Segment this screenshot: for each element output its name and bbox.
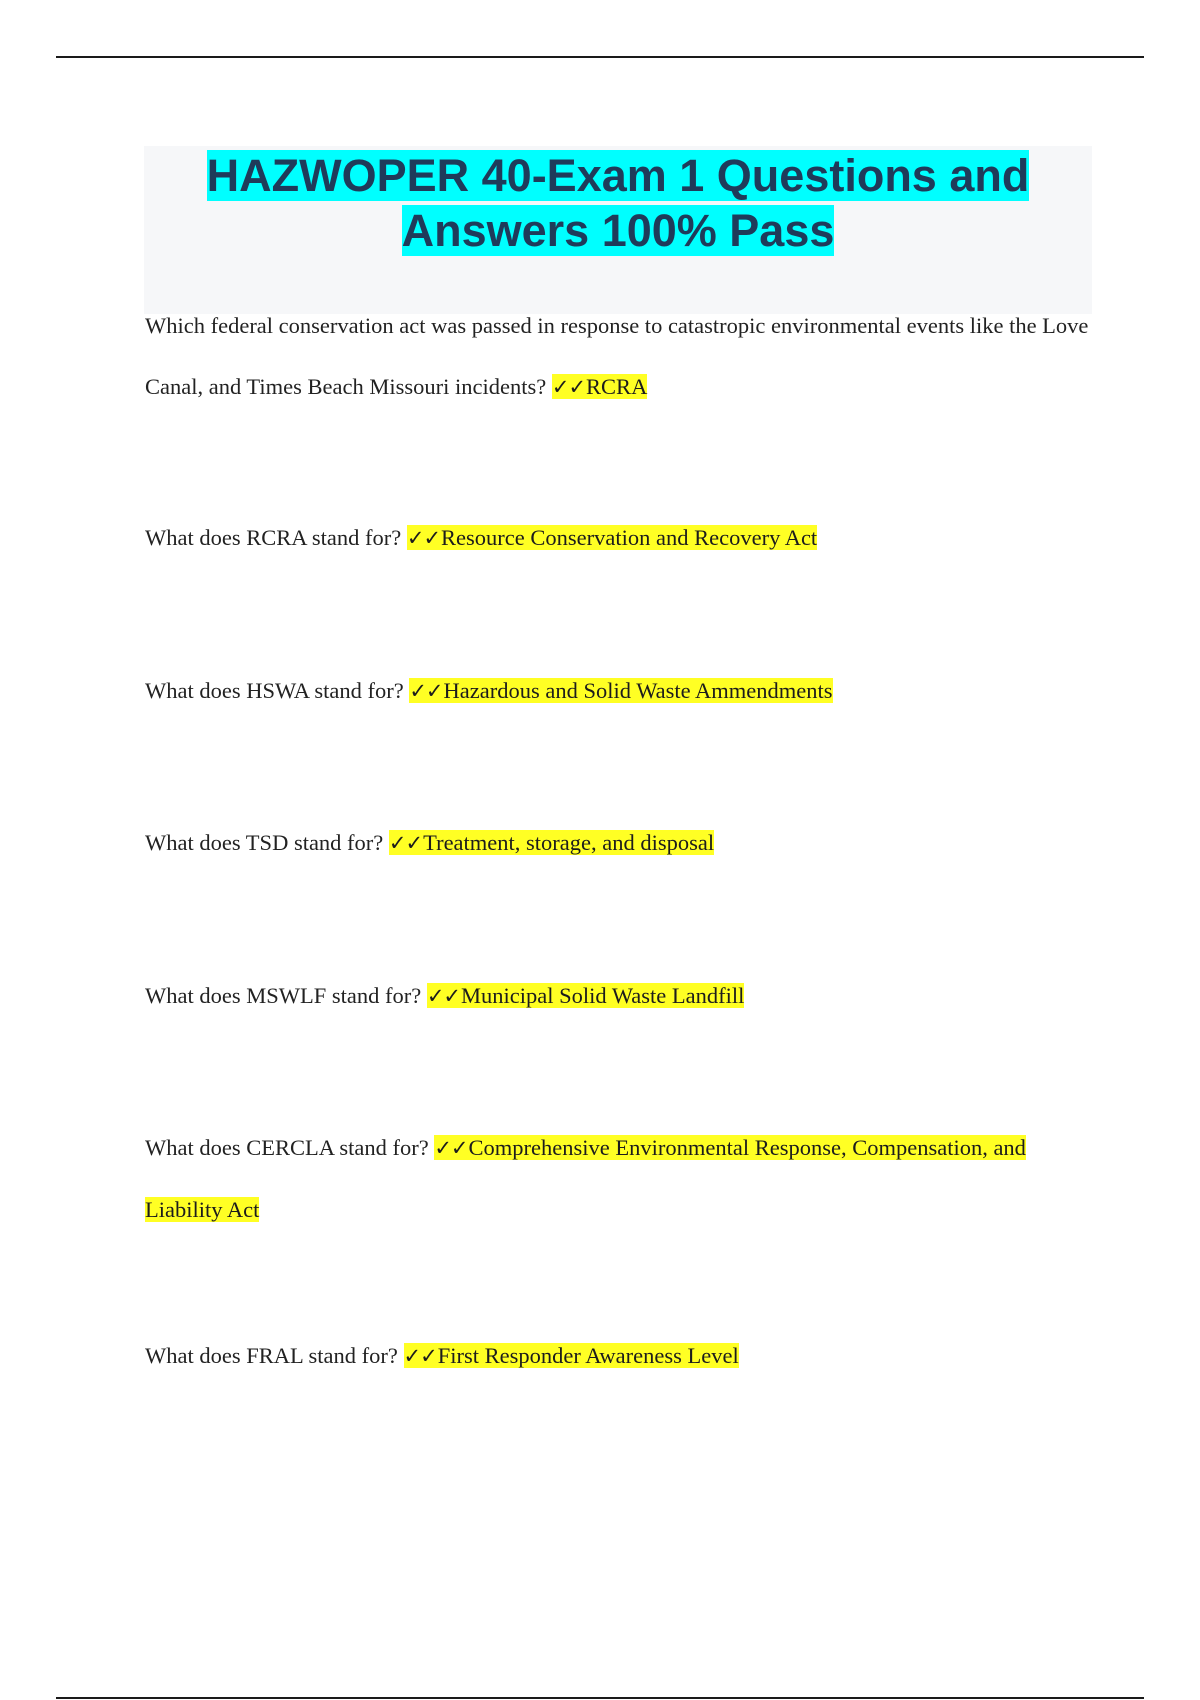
question-text: What does TSD stand for? [145,830,384,855]
qa-item-6 [145,1117,1105,1240]
answer-text: Comprehensive Environmental Response, Compensation, and Liability Act [145,1135,1026,1222]
title-block [144,146,1092,314]
answer-highlight [404,1343,739,1368]
answer-highlight [407,525,817,550]
answer-text: Municipal Solid Waste Landfill [461,983,745,1008]
double-check-icon: ✓✓ [388,831,423,855]
footer-rule [56,1697,1144,1699]
qa-item-7 [145,1325,1105,1387]
answer-text: First Responder Awareness Level [437,1343,739,1368]
question-text: What does RCRA stand for? [145,525,402,550]
question-text: What does CERCLA stand for? [145,1135,429,1160]
header-rule [56,56,1144,58]
answer-text: Treatment, storage, and disposal [423,830,715,855]
qa-item-2 [145,507,1105,569]
document-title-text: HAZWOPER 40-Exam 1 Questions and Answers 100% Pass [206,150,1030,256]
qa-item-4 [145,812,1105,874]
question-text: Which federal conservation act was passed in response to catastropic environmental events like the Love Canal, and Times Beach Missouri incidents? [145,313,1089,399]
double-check-icon: ✓✓ [426,984,461,1008]
question-text: What does MSWLF stand for? [145,983,422,1008]
question-text: What does FRAL stand for? [145,1343,398,1368]
qa-item-5 [145,965,1105,1027]
answer-text: Hazardous and Solid Waste Ammendments [443,678,833,703]
qa-item-3 [145,660,1105,722]
double-check-icon: ✓✓ [409,679,443,703]
answer-highlight [552,374,647,399]
double-check-icon: ✓✓ [403,1344,437,1368]
qa-item-1 [145,295,1105,418]
double-check-icon: ✓✓ [434,1136,468,1160]
double-check-icon: ✓✓ [406,526,441,550]
document-title [144,146,1092,258]
double-check-icon: ✓✓ [551,375,586,399]
answer-text: RCRA [586,374,648,399]
answer-highlight [389,830,714,855]
answer-highlight [427,983,745,1008]
question-text: What does HSWA stand for? [145,678,404,703]
answer-highlight [409,678,832,703]
answer-text: Resource Conservation and Recovery Act [441,525,818,550]
